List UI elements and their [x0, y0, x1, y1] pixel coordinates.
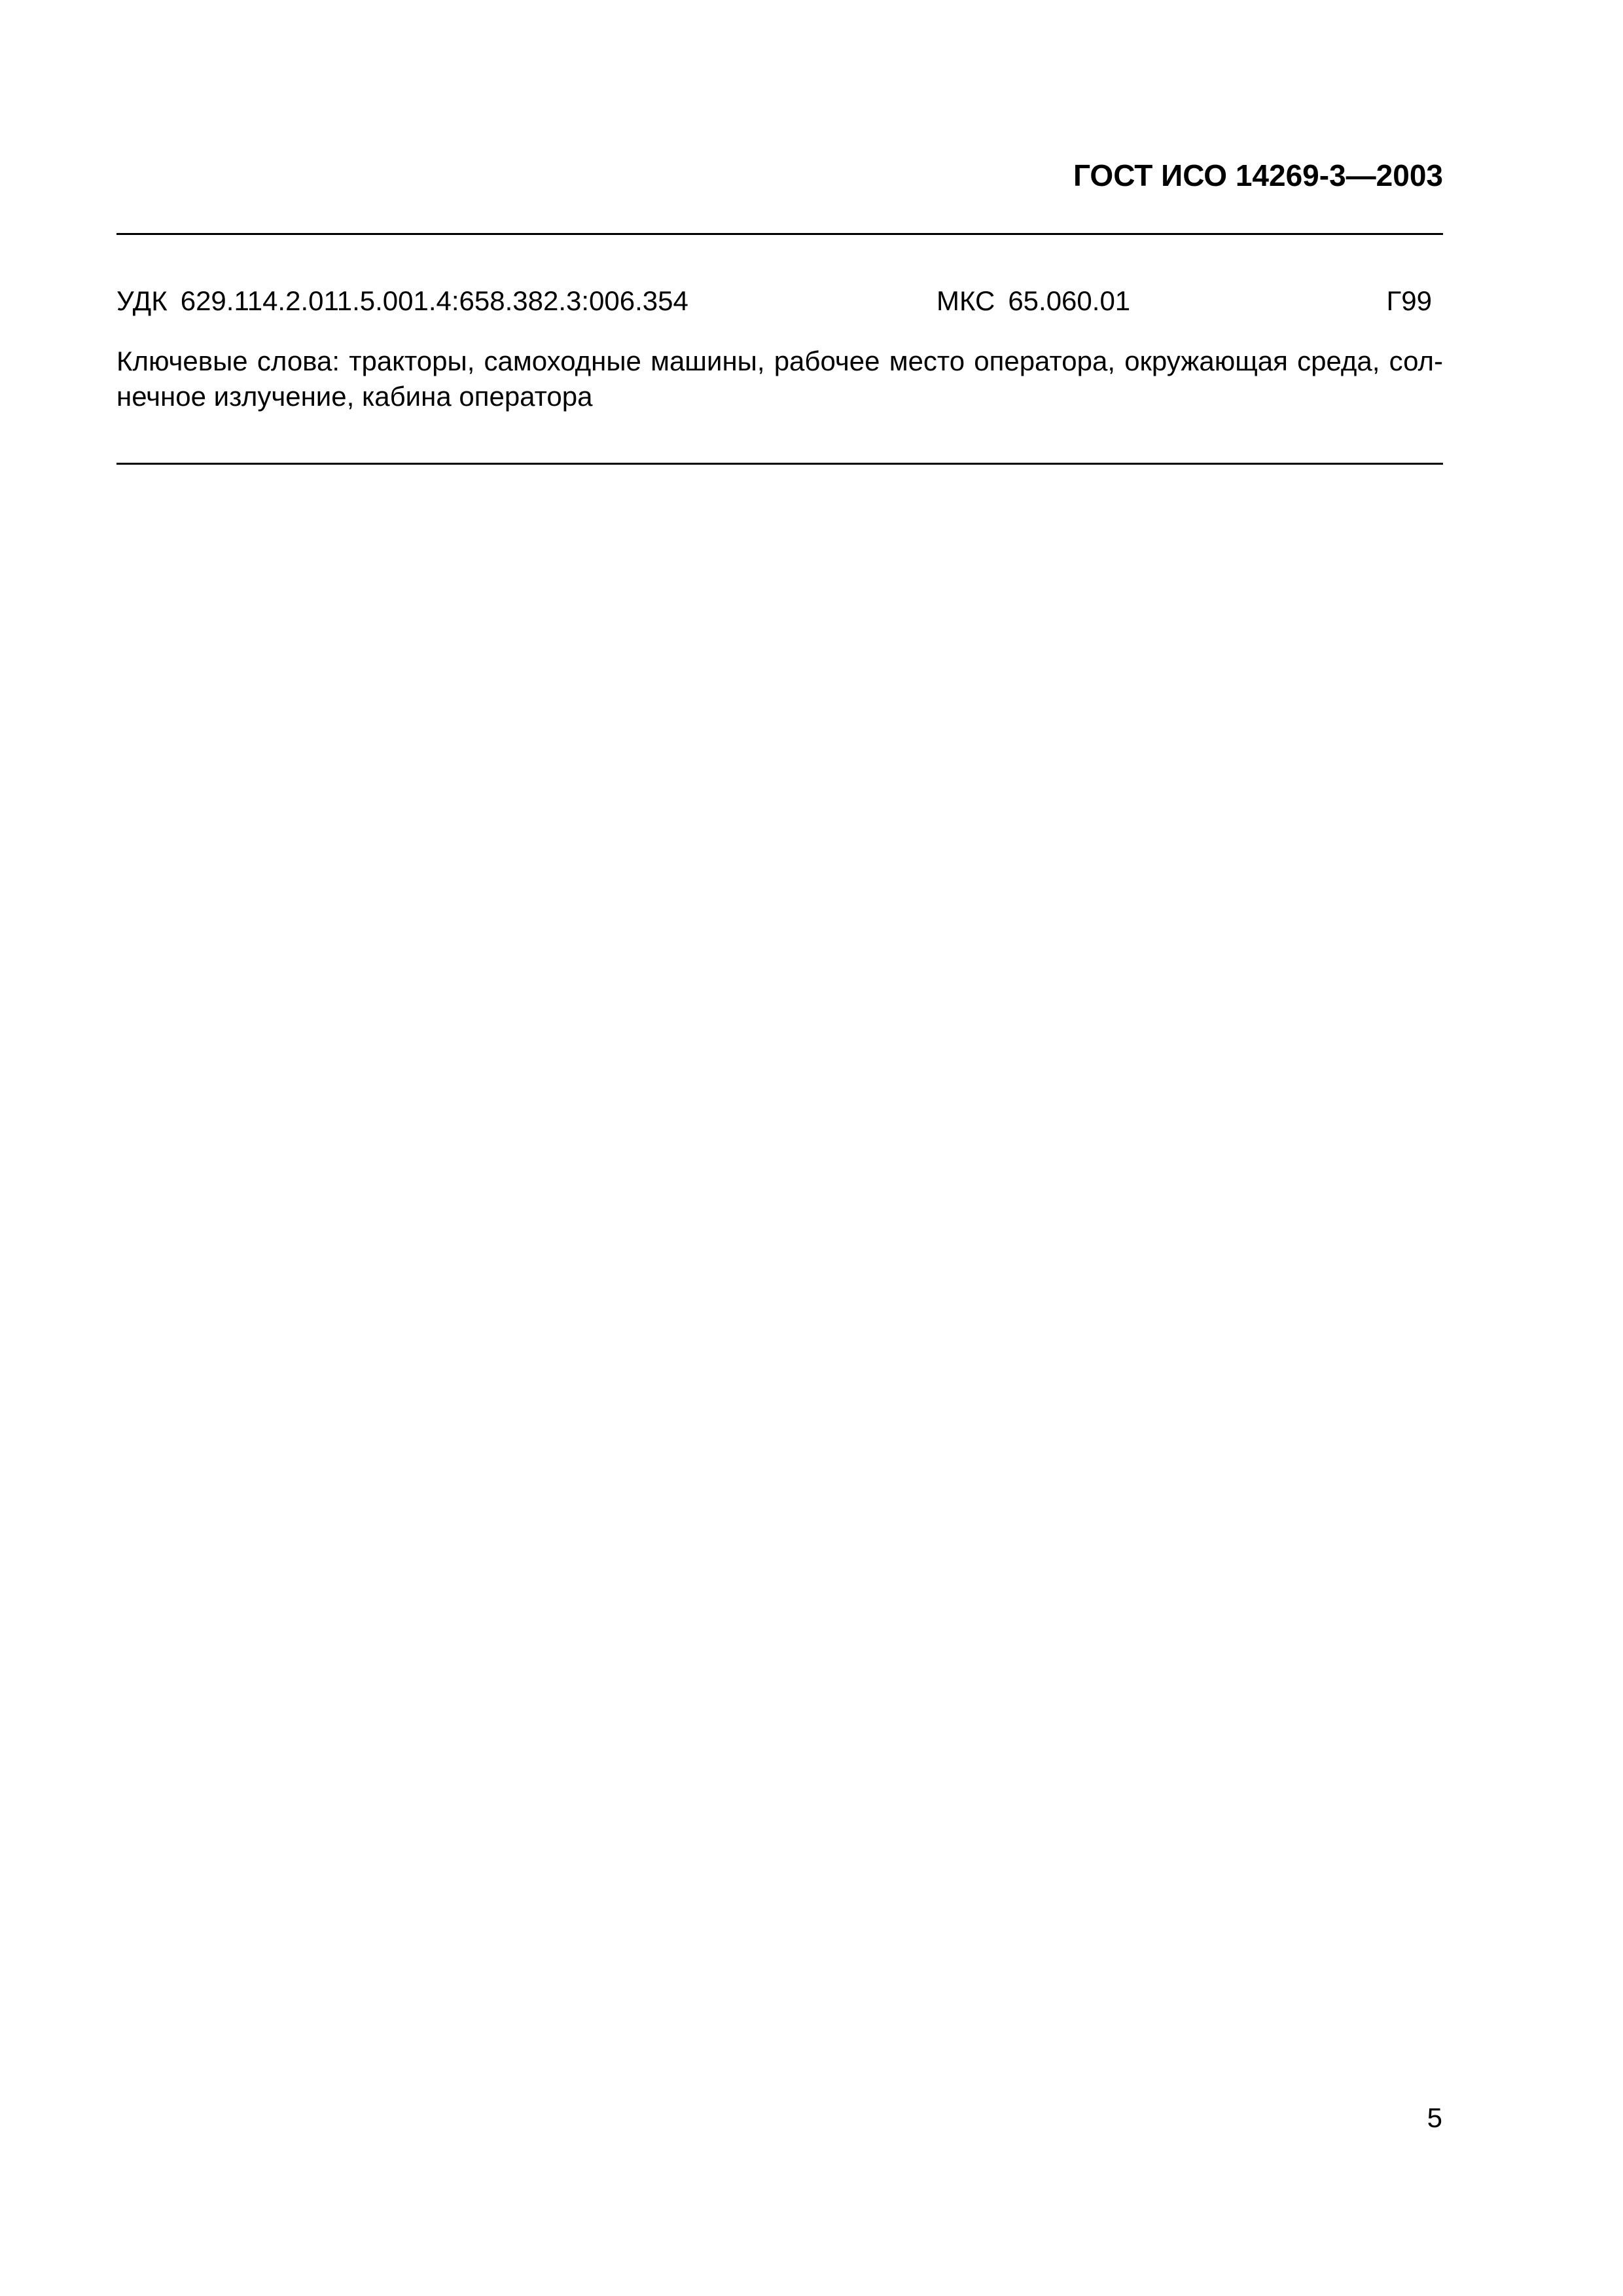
okstu-code: Г99: [1386, 285, 1432, 316]
classification-row: [116, 281, 1443, 321]
udk-field: [116, 281, 688, 321]
mks-value: 65.060.01: [1008, 285, 1131, 316]
mks-field: [936, 281, 1130, 321]
keywords-line-2: нечное излучение, кабина оператора: [116, 381, 593, 412]
page-number: 5: [1427, 2102, 1442, 2133]
udk-value: 629.114.2.011.5.001.4:658.382.3:006.354: [180, 285, 688, 316]
mks-label: МКС: [936, 285, 995, 316]
keywords-block: [116, 344, 1443, 414]
bottom-divider: [116, 463, 1443, 465]
udk-label: УДК: [116, 285, 168, 316]
keywords-line-1: Ключевые слова: тракторы, самоходные машины, рабочее место оператора, окружающая среда, сол-: [116, 346, 1443, 376]
top-divider: [116, 233, 1443, 235]
document-designation: ГОСТ ИСО 14269-3—2003: [1073, 158, 1443, 192]
